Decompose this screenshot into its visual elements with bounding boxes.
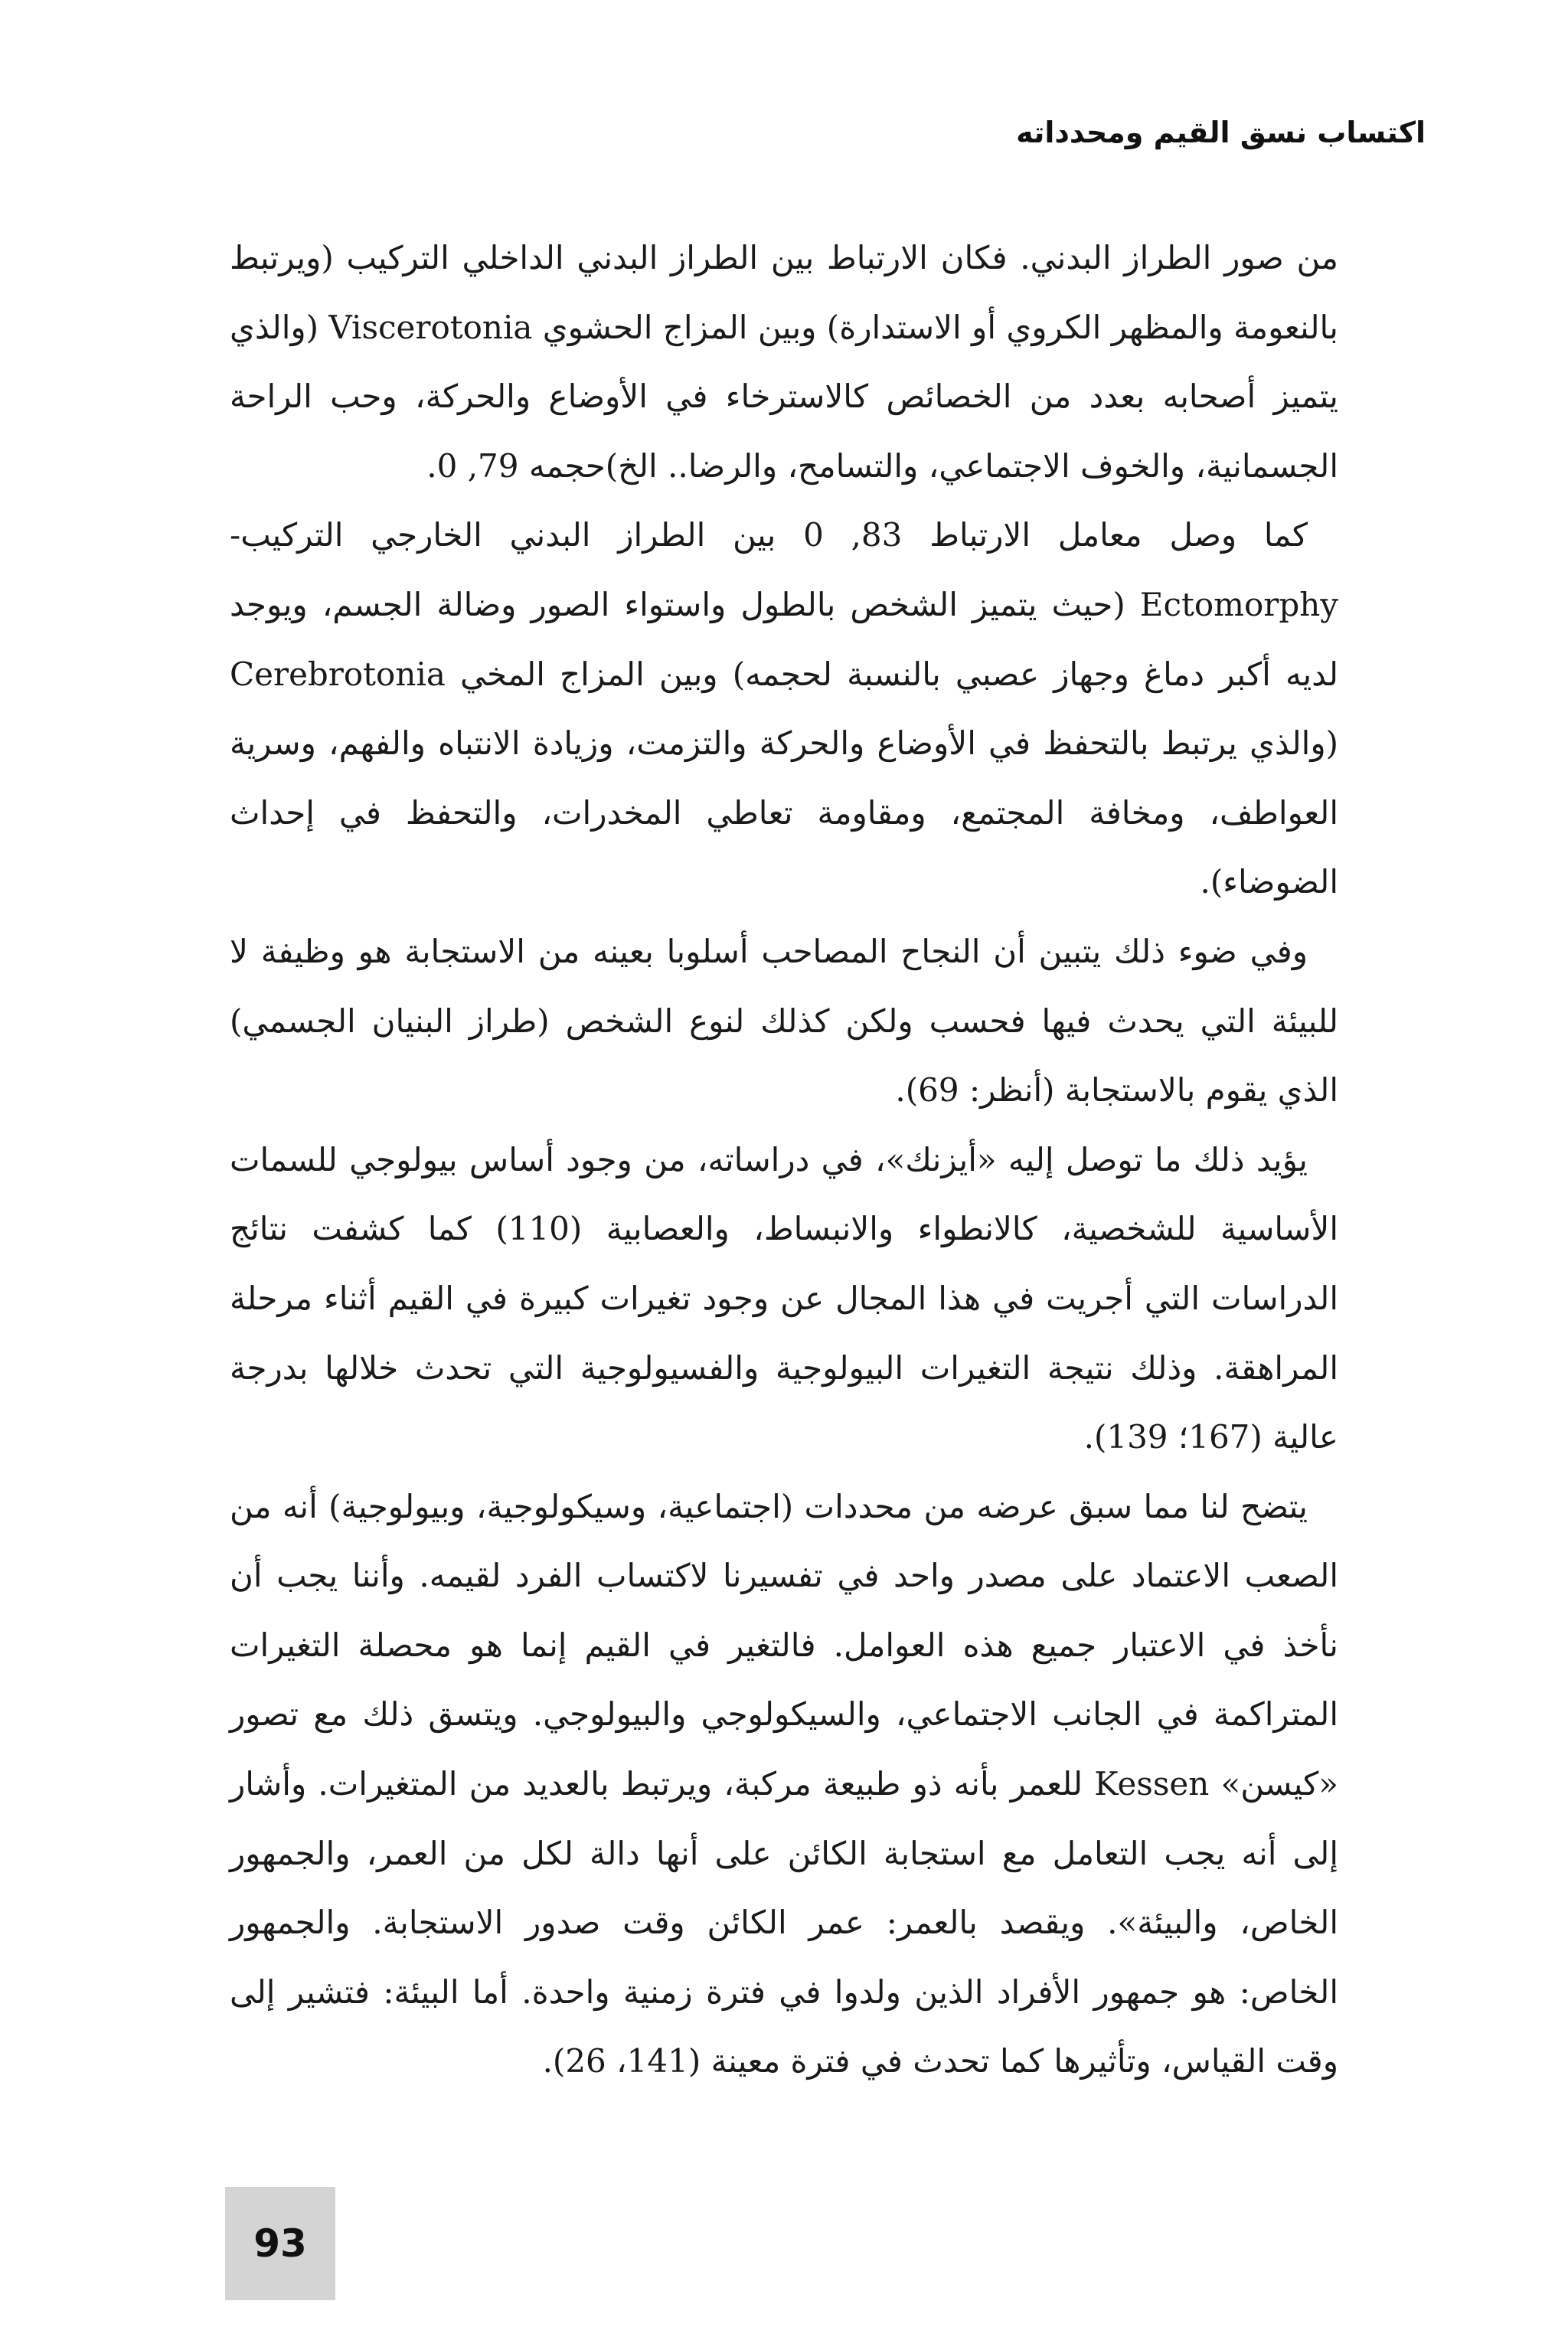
paragraph-5: يتضح لنا مما سبق عرضه من محددات (اجتماعية، وسيكولوجية، وبيولوجية) أنه من الصعب الاعتماد على مصدر واحد في تفسيرنا لاكتساب الفرد لقيمه. وأننا يجب أن نأخذ في الاعتبار جميع هذه العوامل. فالتغير في القيم إنما هو محصلة التغيرات المتراكمة في الجانب الاجتماعي، والسيكولوجي والبيولوجي. ويتسق ذلك مع تصور «كيسن» Kessen للعمر بأنه ذو طبيعة مركبة، ويرتبط بالعديد من المتغيرات. وأشار إلى أنه يجب التعامل مع استجابة الكائن على أنها دالة لكل من العمر، والجمهور الخاص، والبيئة». ويقصد بالعمر: عمر الكائن وقت صدور الاستجابة. والجمهور الخاص: هو جمهور الأفراد الذين ولدوا في فترة زمنية واحدة. أما البيئة: فتشير إلى وقت القياس، وتأثيرها كما تحدث في فترة معينة (141، 26). [230, 1487, 1338, 2080]
body-text [230, 224, 1338, 2097]
paragraph-4: يؤيد ذلك ما توصل إليه «أيزنك»، في دراساته، من وجود أساس بيولوجي للسمات الأساسية للشخصية، كالانطواء والانبساط، والعصابية (110) كما كشفت نتائج الدراسات التي أجريت في هذا المجال عن وجود تغيرات كبيرة في القيم أثناء مرحلة المراهقة. وذلك نتيجة التغيرات البيولوجية والفسيولوجية التي تحدث خلالها بدرجة عالية (167؛ 139). [230, 1140, 1339, 1456]
running-header: اكتساب نسق القيم ومحدداته [1016, 116, 1426, 149]
paragraph-1: من صور الطراز البدني. فكان الارتباط بين الطراز البدني الداخلي التركيب (ويرتبط بالنعومة والمظهر الكروي أو الاستدارة) وبين المزاج الحشوي Viscerotonia (والذي يتميز أصحابه بعدد من الخصائص كالاسترخاء في الأوضاع والحركة، وحب الراحة الجسمانية، والخوف الاجتماعي، والتسامح، والرضا.. الخ)حجمه 79, 0. [230, 239, 1338, 485]
page-number: 93 [253, 2221, 307, 2266]
paragraph-3: وفي ضوء ذلك يتبين أن النجاح المصاحب أسلوبا بعينه من الاستجابة هو وظيفة لا للبيئة التي يحدث فيها فحسب ولكن كذلك لنوع الشخص (طراز البنيان الجسمي) الذي يقوم بالاستجابة (أنظر: 69). [230, 932, 1338, 1110]
page-number-box [225, 2187, 335, 2300]
paragraph-2: كما وصل معامل الارتباط 83, 0 بين الطراز البدني الخارجي التركيب- Ectomorphy (حيث يتميز الشخص بالطول واستواء الصور وضالة الجسم، ويوجد لديه أكبر دماغ وجهاز عصبي بالنسبة لحجمه) وبين المزاج المخي Cerebrotonia (والذي يرتبط بالتحفظ في الأوضاع والحركة والتزمت، وزيادة الانتباه والفهم، وسرية العواطف، ومخافة المجتمع، ومقاومة تعاطي المخدرات، والتحفظ في إحداث الضوضاء). [230, 516, 1338, 901]
